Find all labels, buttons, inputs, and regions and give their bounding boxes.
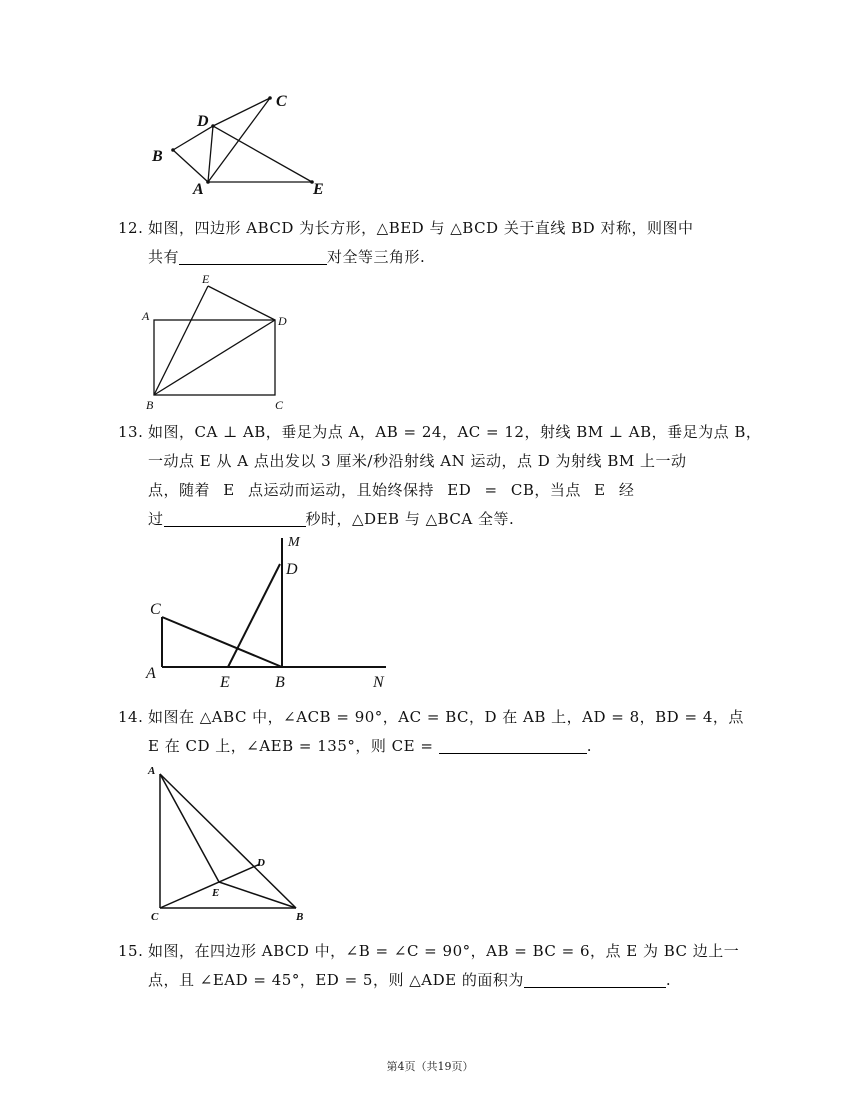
label-A: A xyxy=(193,181,204,198)
label-C: C xyxy=(276,93,287,110)
label-E: E xyxy=(212,887,220,899)
question-text: 如图，在四边形 ABCD 中，∠B = ∠C = 90°，AB = BC = 6，点 E 为 BC 边上一 xyxy=(148,942,740,960)
figure-q14-svg xyxy=(142,758,317,926)
label-D: D xyxy=(286,561,298,578)
question-13 xyxy=(118,418,768,534)
label-C: C xyxy=(150,601,161,618)
question-text: 共有 xyxy=(148,248,180,266)
label-A: A xyxy=(146,665,156,682)
label-D: D xyxy=(278,314,287,328)
page-footer: 第4页（共19页） xyxy=(386,1060,474,1073)
answer-blank[interactable] xyxy=(179,247,327,265)
question-text: 如图在 △ABC 中，∠ACB = 90°，AC = BC，D 在 AB 上，AD = 8，BD = 4，点 xyxy=(148,708,744,726)
label-A: A xyxy=(142,309,150,323)
label-C: C xyxy=(275,398,284,412)
question-text: . xyxy=(665,971,672,989)
answer-blank[interactable] xyxy=(439,736,587,754)
question-12 xyxy=(118,214,768,272)
label-E: E xyxy=(220,674,230,691)
question-number: 12. xyxy=(118,219,144,237)
figure-q13-svg xyxy=(140,530,410,696)
label-A: A xyxy=(148,765,156,777)
question-text: 过 xyxy=(148,510,164,528)
label-B: B xyxy=(152,148,163,165)
label-E: E xyxy=(202,272,210,286)
label-B: B xyxy=(275,674,285,691)
question-text: . xyxy=(586,737,592,755)
figure-q12-svg xyxy=(138,270,298,415)
label-D: D xyxy=(197,113,209,130)
question-number: 14. xyxy=(118,708,144,726)
label-M: M xyxy=(288,535,300,550)
label-C: C xyxy=(151,911,159,923)
question-number: 13. xyxy=(118,423,144,441)
question-text: E 在 CD 上，∠AEB = 135°，则 CE = xyxy=(148,737,434,755)
answer-blank[interactable] xyxy=(524,970,666,988)
figure-q13 xyxy=(140,530,410,696)
label-B: B xyxy=(296,911,304,923)
question-15 xyxy=(118,937,768,995)
label-E: E xyxy=(313,181,324,198)
question-text: 如图，四边形 ABCD 为长方形，△BED 与 △BCD 关于直线 BD 对称，则图中 xyxy=(148,219,694,237)
question-text: 对全等三角形. xyxy=(327,248,426,266)
question-number: 15. xyxy=(118,942,144,960)
figure-q14 xyxy=(142,758,317,926)
figure-q11-svg xyxy=(140,88,340,200)
figure-q11 xyxy=(140,88,340,200)
question-text: 点，且 ∠EAD = 45°，ED = 5，则 △ADE 的面积为 xyxy=(148,971,524,989)
question-text: 如图，CA ⊥ AB，垂足为点 A，AB = 24，AC = 12，射线 BM ⊥ AB，垂足为点 B， xyxy=(148,423,762,441)
answer-blank[interactable] xyxy=(164,509,306,527)
label-D: D xyxy=(257,857,265,869)
label-B: B xyxy=(146,398,154,412)
question-text: 秒时，△DEB 与 △BCA 全等. xyxy=(305,510,515,528)
question-text: 一动点 E 从 A 点出发以 3 厘米/秒沿射线 AN 运动，点 D 为射线 BM 上一动 xyxy=(148,452,687,470)
label-N: N xyxy=(373,674,384,691)
question-text: 点，随着 E 点运动而运动，且始终保持 ED = CB，当点 E 经 xyxy=(148,481,635,499)
question-14 xyxy=(118,703,768,761)
figure-q12 xyxy=(138,270,298,415)
